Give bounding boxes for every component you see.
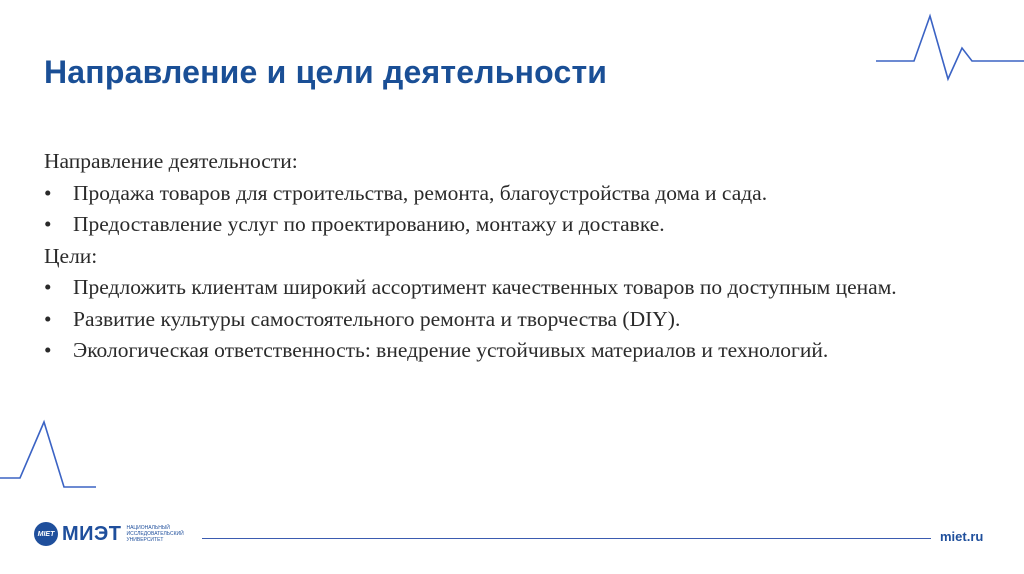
goals-item-3: Экологическая ответственность: внедрение устойчивых материалов и технологий. [73, 338, 829, 362]
goals-item-1: Предложить клиентам широкий ассортимент качественных товаров по доступным ценам. [73, 275, 897, 299]
list-item [44, 209, 994, 241]
site-link[interactable]: miet.ru [940, 529, 984, 544]
slide-title: Направление и цели деятельности [44, 54, 608, 90]
logo-subtitle: НАЦИОНАЛЬНЫЙ ИССЛЕДОВАТЕЛЬСКИЙ УНИВЕРСИТЕТ [126, 525, 184, 543]
footer-divider [202, 538, 931, 539]
miet-logo[interactable] [34, 522, 184, 546]
bullet-marker: • [44, 275, 52, 299]
direction-item-1: Продажа товаров для строительства, ремонта, благоустройства дома и сада. [73, 180, 768, 205]
bullet-marker: • [44, 338, 52, 362]
goals-heading: Цели: [44, 243, 98, 268]
bullet-marker: • [44, 180, 52, 205]
bullet-marker: • [44, 306, 52, 331]
miet-emblem-icon: MIET [34, 522, 58, 546]
list-item [44, 178, 994, 210]
pulse-line-left [0, 418, 100, 518]
list-item [44, 304, 994, 336]
direction-item-2: Предоставление услуг по проектированию, монтажу и доставке. [73, 212, 665, 236]
goals-item-2: Развитие культуры самостоятельного ремонта и творчества (DIY). [73, 306, 681, 331]
pulse-line-top-right [876, 10, 1024, 82]
bullet-marker: • [44, 212, 52, 236]
direction-heading: Направление деятельности: [44, 149, 298, 173]
logo-name: МИЭТ [62, 522, 122, 545]
list-item [44, 335, 994, 367]
list-item [44, 272, 994, 304]
slide-body [44, 146, 994, 367]
